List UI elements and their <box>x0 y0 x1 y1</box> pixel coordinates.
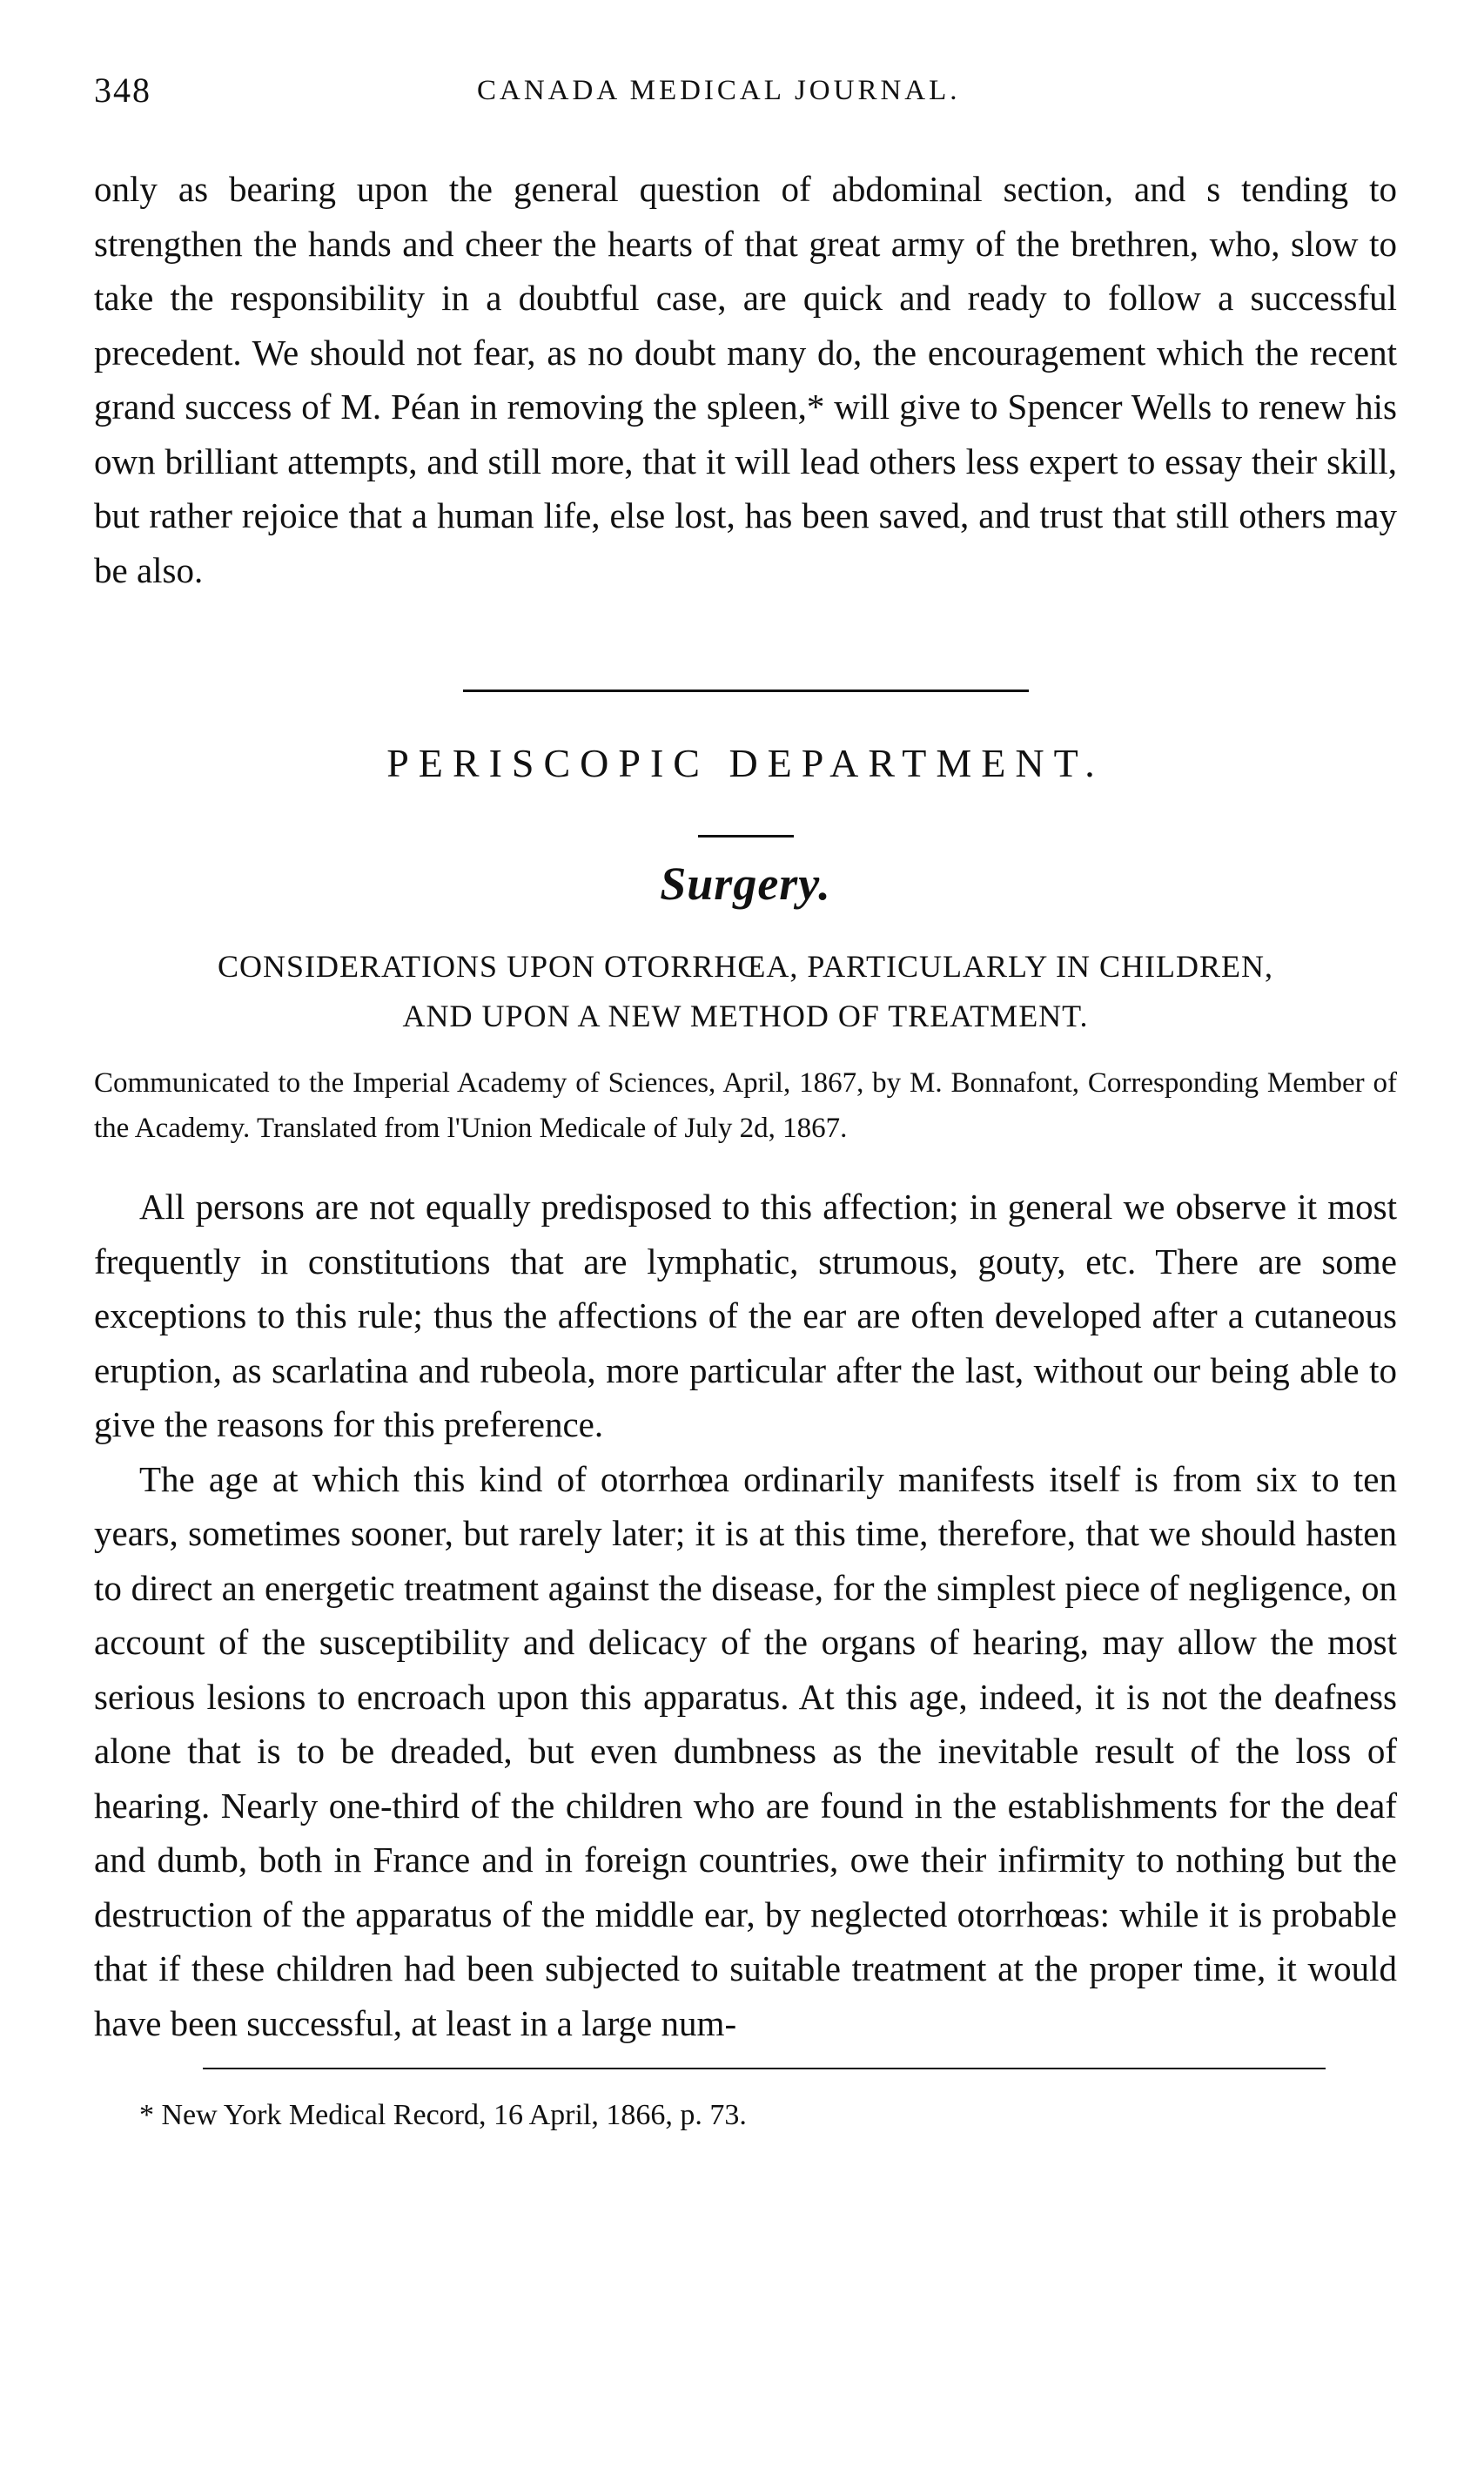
journal-title: CANADA MEDICAL JOURNAL. <box>477 75 961 106</box>
article-paragraph-1: All persons are not equally predisposed to this affection; in general we observe it most frequently in constitutions that are lymphatic, strumous, gouty, etc. There are some exceptions to this rule; thus the affections of the ear are often developed after a cutaneous eruption, as scarlatina and rubeola, more particular after the last, without our being able to give the reasons for this preference. <box>94 1187 1397 1444</box>
opening-paragraph: only as bearing upon the general question of abdominal section, and s tending to strengthen the hands and cheer the hearts of that great army of the brethren, who, slow to take the responsibility in a doubtful case, are quick and ready to follow a successful precedent. We should not fear, as no doubt many do, the encouragement which the recent grand success of M. Péan in removing the spleen,* will give to Spencer Wells to renew his own brilliant attempts, and still more, that it will lead others less expert to essay their skill, but rather rejoice that a human life, else lost, has been saved, and trust that still others may be also. <box>94 169 1397 590</box>
footnote-divider <box>203 2068 1326 2069</box>
subsection-title: Surgery. <box>660 858 831 910</box>
footnote: * New York Medical Record, 16 April, 1866, p. 73. <box>139 2099 747 2131</box>
running-head <box>94 70 1397 122</box>
article-paragraph-2: The age at which this kind of otorrhœa ordinarily manifests itself is from six to ten years, sometimes sooner, but rarely later; it is at this time, therefore, that we should hasten to direct an energetic treatment against the disease, for the simplest piece of negligence, on account of the susceptibility and delicacy of the organs of hearing, may allow the most serious lesions to encroach upon this apparatus. At this age, indeed, it is not the deafness alone that is to be dreaded, but even dumbness as the inevitable result of the loss of hearing. Nearly one-third of the children who are found in the establishments for the deaf and dumb, both in France and in foreign countries, owe their infirmity to nothing but the destruction of the apparatus of the middle ear, by neglected otorrhœas: while it is probable that if these children had been subjected to suitable treatment at the proper time, it would have been successful, at least in a large num- <box>94 1458 1397 2043</box>
section-short-divider <box>698 835 794 838</box>
article-title <box>94 942 1397 1041</box>
section-title: PERISCOPIC DEPARTMENT. <box>386 741 1105 785</box>
article-title-line-2: AND UPON A NEW METHOD OF TREATMENT. <box>402 999 1089 1033</box>
communication-note: Communicated to the Imperial Academy of Sciences, April, 1867, by M. Bonnafont, Corresponding Member of the Academy. Translated from l'Union Medicale of July 2d, 1867. <box>94 1067 1397 1144</box>
section-divider <box>463 690 1029 692</box>
book-page <box>94 70 1397 2132</box>
article-title-line-1: CONSIDERATIONS UPON OTORRHŒA, PARTICULARLY IN CHILDREN, <box>218 949 1273 984</box>
page-number: 348 <box>94 71 151 110</box>
